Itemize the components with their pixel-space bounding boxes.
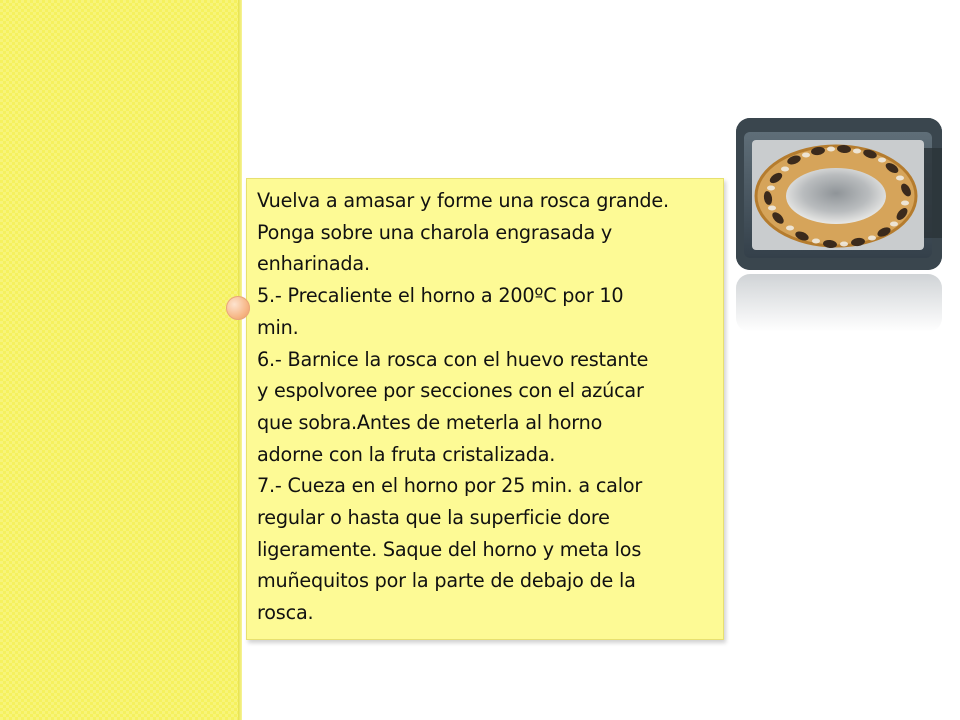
instruction-line: Ponga sobre una charola engrasada y <box>257 220 613 244</box>
instruction-line: muñequitos por la parte de debajo de la <box>257 569 636 593</box>
instruction-line: Vuelva a amasar y forme una rosca grande. <box>257 189 669 212</box>
band-edge-divider <box>238 0 242 720</box>
instruction-line: 5.- Precaliente el horno a 200ºC por 10 <box>257 284 624 308</box>
instruction-line: min. <box>257 315 299 339</box>
rosca-photo-frame <box>736 118 942 328</box>
instruction-line: 7.- Cueza en el horno por 25 min. a calor <box>257 474 643 498</box>
connector-dot-icon <box>226 296 250 320</box>
instruction-line: y espolvoree por secciones con el azúcar <box>257 379 644 403</box>
instruction-line: que sobra.Antes de meterla al horno <box>257 410 603 434</box>
instruction-line: rosca. <box>257 601 314 625</box>
instruction-line: regular o hasta que la superficie dore <box>257 506 610 530</box>
instruction-line: adorne con la fruta cristalizada. <box>257 442 556 466</box>
instruction-line: ligeramente. Saque del horno y meta los <box>257 537 642 561</box>
instructions-text-box <box>246 178 724 640</box>
rosca-photo <box>736 118 942 270</box>
photo-reflection <box>736 274 942 332</box>
left-decorative-band <box>0 0 238 720</box>
rosca-in-tray-image <box>736 118 942 270</box>
instruction-line: enharinada. <box>257 252 370 276</box>
instruction-line: 6.- Barnice la rosca con el huevo restante <box>257 347 649 371</box>
